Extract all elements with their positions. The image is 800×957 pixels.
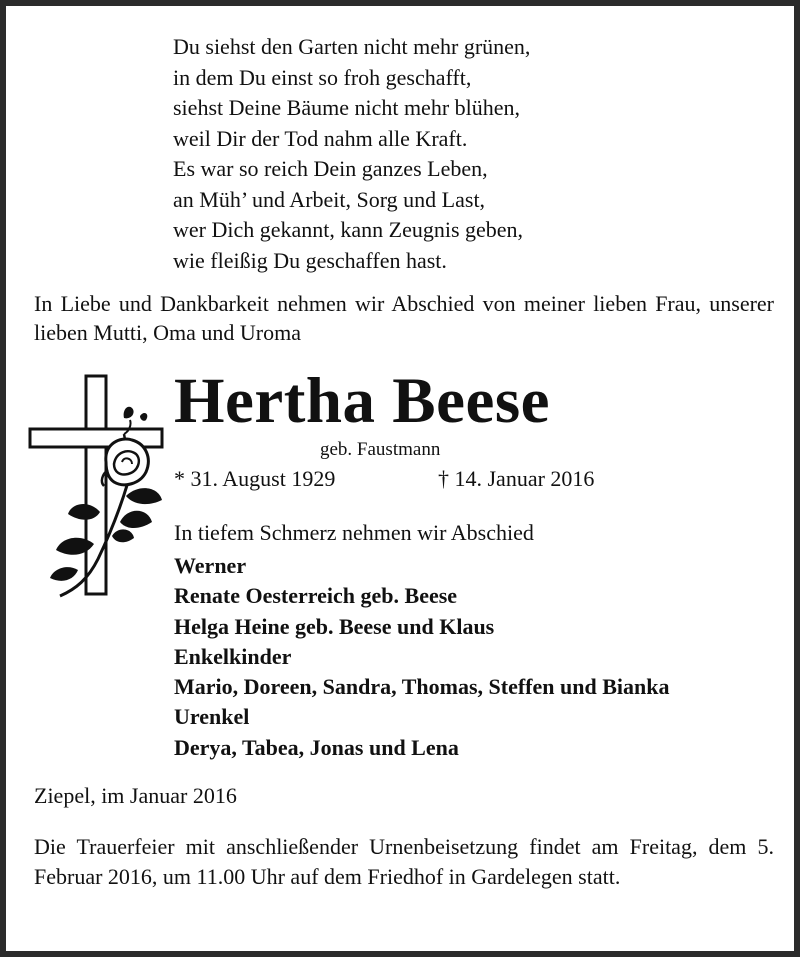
maiden-name: geb. Faustmann (320, 439, 441, 460)
poem-line: siehst Deine Bäume nicht mehr blühen, (173, 95, 521, 120)
birth-date: * 31. August 1929 (174, 466, 336, 491)
obituary-notice (6, 6, 794, 951)
death-date: † 14. Januar 2016 (438, 466, 595, 491)
mourners-intro: In tiefem Schmerz nehmen wir Abschied (174, 520, 534, 545)
poem-line: an Müh’ und Arbeit, Sorg und Last, (173, 186, 486, 212)
poem-line: wie fleißig Du geschaffen hast. (173, 247, 447, 273)
poem-line: wer Dich gekannt, kann Zeugnis geben, (173, 217, 524, 242)
deceased-name: Hertha Beese (174, 365, 551, 437)
cross-with-rose-icon (28, 374, 168, 609)
memorial-poem (173, 32, 530, 276)
mourner-line: Urenkel (174, 704, 250, 730)
mourner-line: Mario, Doreen, Sandra, Thomas, Steffen und Bianka (174, 674, 670, 700)
mourners-list (174, 551, 669, 763)
place-and-date: Ziepel, im Januar 2016 (34, 783, 237, 808)
mourner-line: Enkelkinder (174, 643, 292, 669)
mourner-line: Werner (174, 553, 247, 578)
poem-line: Es war so reich Dein ganzes Leben, (173, 156, 488, 181)
farewell-intro: In Liebe und Dankbarkeit nehmen wir Abschied von meiner lieben Frau, unserer lieben Mutti, Oma und Uroma (34, 291, 774, 345)
mourner-line: Helga Heine geb. Beese und Klaus (174, 613, 495, 639)
poem-line: Du siehst den Garten nicht mehr grünen, (173, 34, 531, 59)
poem-line: weil Dir der Tod nahm alle Kraft. (173, 125, 468, 151)
mourner-line: Derya, Tabea, Jonas und Lena (174, 734, 459, 760)
funeral-service-info: Die Trauerfeier mit anschließender Urnenbeisetzung findet am Freitag, dem 5. Februar 2016, um 11.00 Uhr auf dem Friedhof in Gardelegen statt. (34, 834, 774, 889)
mourner-line: Renate Oesterreich geb. Beese (174, 583, 458, 609)
poem-line: in dem Du einst so froh geschafft, (173, 64, 472, 90)
